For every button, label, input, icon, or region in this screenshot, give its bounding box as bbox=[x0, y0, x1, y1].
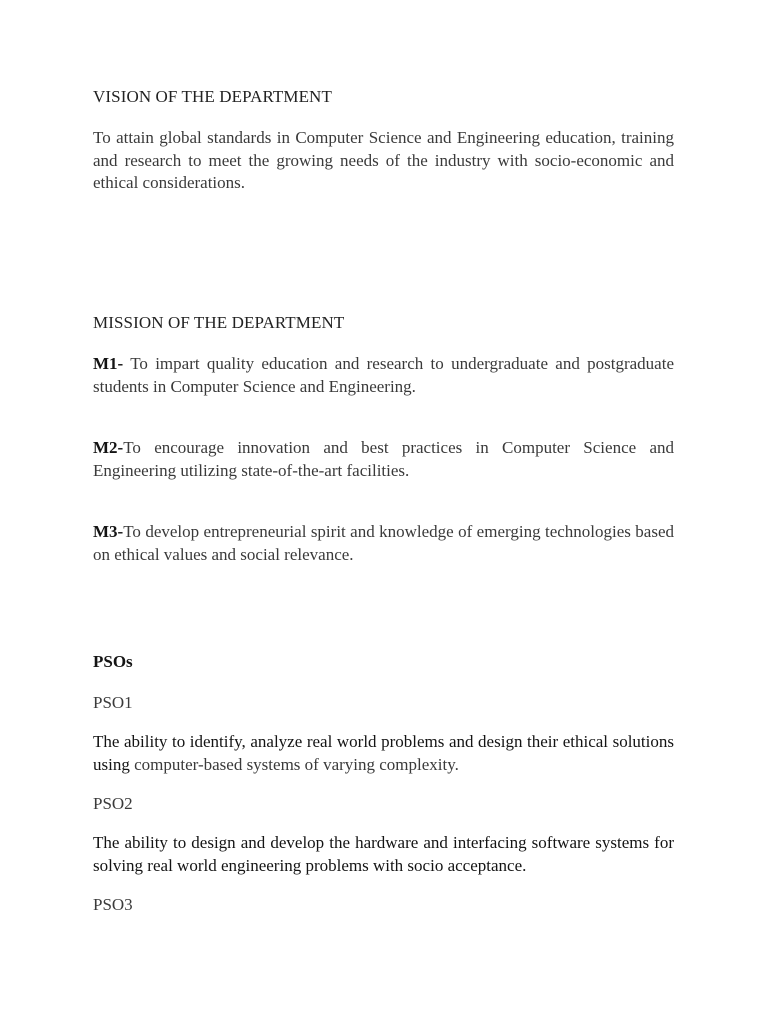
mission-text: To encourage innovation and best practices in Computer Science and Engineering utilizing state-of-the-art facilities. bbox=[93, 438, 674, 480]
psos-heading: PSOs bbox=[93, 652, 133, 671]
pso-text: The ability to identify, analyze real world problems and design their ethical solutions using bbox=[93, 732, 674, 774]
mission-label: M3- bbox=[93, 522, 124, 541]
mission-item-m2 bbox=[93, 437, 674, 482]
mission-label: M2- bbox=[93, 438, 124, 457]
mission-label: M1- bbox=[93, 354, 124, 373]
mission-item-m1 bbox=[93, 353, 674, 398]
pso1-label: PSO1 bbox=[93, 693, 133, 712]
vision-statement: To attain global standards in Computer Science and Engineering education, training and research to meet the growing needs of the industry with socio-economic and ethical considerations. bbox=[93, 128, 674, 192]
pso3-label: PSO3 bbox=[93, 895, 133, 914]
mission-heading: MISSION OF THE DEPARTMENT bbox=[93, 313, 345, 332]
pso2-label: PSO2 bbox=[93, 794, 133, 813]
pso-text-continued: computer-based systems of varying complexity. bbox=[129, 754, 459, 774]
mission-text: To develop entrepreneurial spirit and knowledge of emerging technologies based on ethical values and social relevance. bbox=[93, 522, 674, 564]
mission-item-m3 bbox=[93, 521, 674, 566]
mission-text: To impart quality education and research to undergraduate and postgraduate students in Computer Science and Engineering. bbox=[93, 354, 674, 396]
vision-heading: VISION OF THE DEPARTMENT bbox=[93, 87, 332, 106]
pso1-description bbox=[93, 731, 674, 776]
pso2-description: The ability to design and develop the hardware and interfacing software systems for solving real world engineering problems with socio acceptance. bbox=[93, 833, 674, 875]
